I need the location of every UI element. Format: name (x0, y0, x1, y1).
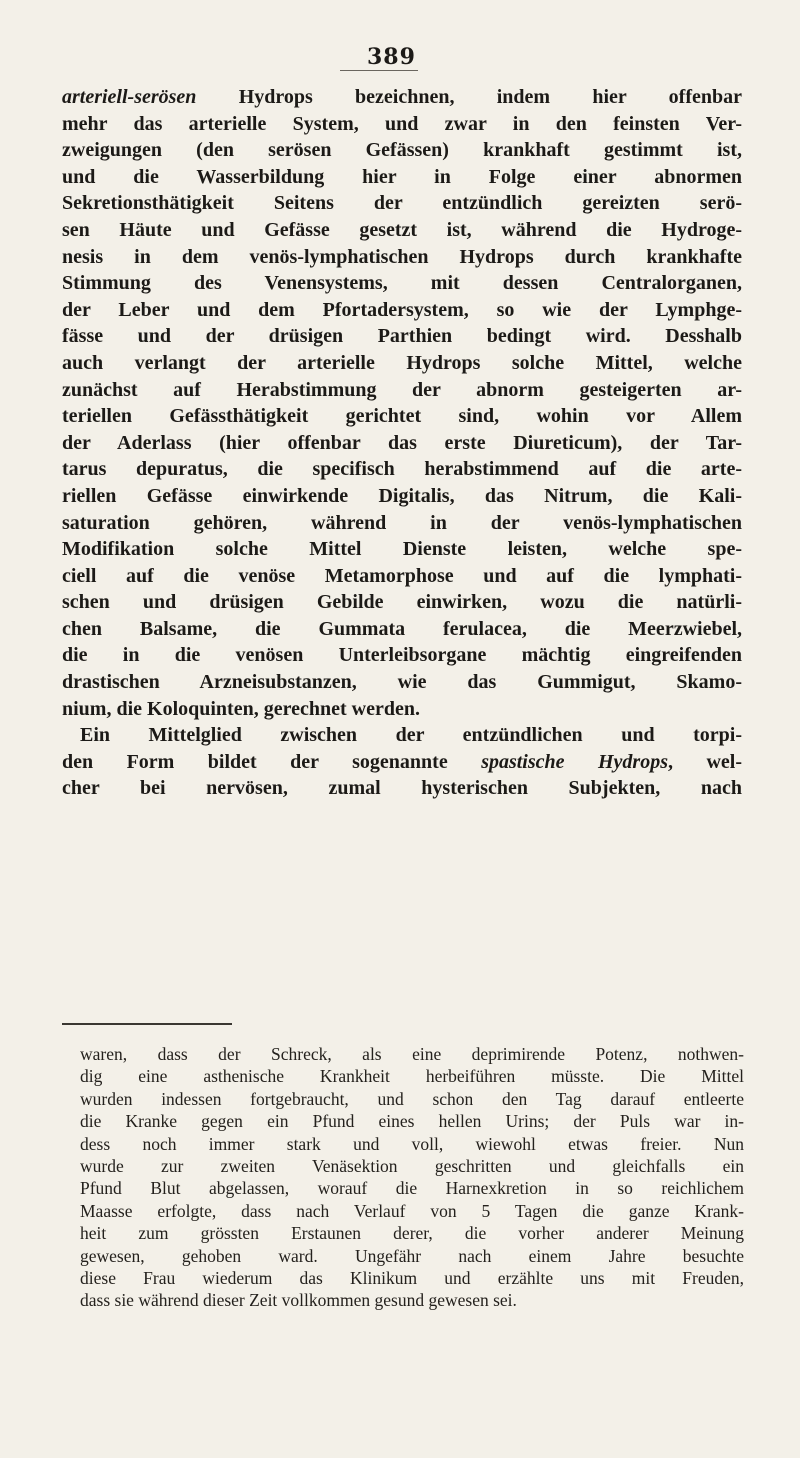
italic-phrase: arteriell-serösen (62, 86, 197, 108)
main-text-line: riellen Gefässe einwirkende Digitalis, das Nitrum, die Kali- (62, 484, 742, 507)
footnote-line: dass sie während dieser Zeit vollkommen gesund gewesen sei. (80, 1290, 517, 1311)
main-text-line: nesis in dem venös-lymphatischen Hydrops durch krankhafte (62, 245, 742, 268)
footnote-line: gewesen, gehoben ward. Ungefähr nach einem Jahre besuchte (80, 1245, 744, 1266)
main-text-line: zweigungen (den serösen Gefässen) krankhaft gestimmt ist, (62, 139, 742, 162)
paragraph-2-line: Ein Mittelglied zwischen der entzündlichen und torpi- (80, 724, 742, 747)
main-text-line: drastischen Arzneisubstanzen, wie das Gummigut, Skamo- (62, 671, 742, 694)
main-text (62, 84, 742, 802)
main-text-line: Modifikation solche Mittel Dienste leisten, welche spe- (62, 538, 742, 561)
footnote-line: dig eine asthenische Krankheit herbeiführen müsste. Die Mittel (80, 1066, 744, 1087)
main-text-line: auch verlangt der arterielle Hydrops solche Mittel, welche (62, 351, 742, 374)
main-text-line: und die Wasserbildung hier in Folge einer abnormen (62, 165, 742, 188)
footnote-line: wurden indessen fortgebraucht, und schon den Tag darauf entleerte (80, 1088, 744, 1109)
footnote (80, 1043, 744, 1312)
main-text-line-1: arteriell-serösen Hydrops bezeichnen, indem hier offenbar (62, 86, 742, 108)
paragraph-2-line: den Form bildet der sogenannte spastische Hydrops, wel- (62, 750, 743, 773)
main-text-line: Sekretionsthätigkeit Seitens der entzündlich gereizten serö- (62, 192, 742, 215)
footnote-line: waren, dass der Schreck, als eine deprimirende Potenz, nothwen- (80, 1044, 744, 1064)
footnote-line: Maasse erfolgte, dass nach Verlauf von 5 Tagen die ganze Krank- (80, 1200, 744, 1221)
main-text-line: der Leber und dem Pfortadersystem, so wie der Lymphge- (62, 298, 742, 321)
main-text-line: Stimmung des Venensystems, mit dessen Centralorganen, (62, 272, 742, 295)
paragraph-2-line: cher bei nervösen, zumal hysterischen Subjekten, nach (62, 777, 742, 800)
footnote-line: wurde zur zweiten Venäsektion geschritten und gleichfalls ein (80, 1156, 744, 1177)
main-text-line: chen Balsame, die Gummata ferulacea, die Meerzwiebel, (62, 617, 742, 640)
footnote-line: dess noch immer stark und voll, wiewohl etwas freier. Nun (80, 1133, 744, 1154)
main-text-line: schen und drüsigen Gebilde einwirken, wozu die natürli- (62, 591, 742, 614)
main-text-line: der Aderlass (hier offenbar das erste Diureticum), der Tar- (62, 431, 742, 454)
main-text-line: sen Häute und Gefässe gesetzt ist, während die Hydroge- (62, 218, 742, 241)
page-number: 389 (367, 44, 416, 70)
footnote-line: diese Frau wiederum das Klinikum und erzählte uns mit Freuden, (80, 1268, 744, 1289)
main-text-line: saturation gehören, während in der venös-lymphatischen (62, 511, 742, 534)
italic-term: spastische Hydrops (481, 750, 668, 773)
footnote-line: die Kranke gegen ein Pfund eines hellen Urins; der Puls war in- (80, 1111, 744, 1132)
page-number-rule (340, 70, 418, 71)
main-text-line: zunächst auf Herabstimmung der abnorm gesteigerten ar- (62, 378, 742, 401)
main-text-line: fässe und der drüsigen Parthien bedingt wird. Desshalb (62, 325, 742, 348)
main-text-line: mehr das arterielle System, und zwar in den feinsten Ver- (62, 112, 742, 135)
main-text-line: ciell auf die venöse Metamorphose und auf die lymphati- (62, 564, 742, 587)
main-text-line: nium, die Koloquinten, gerechnet werden. (62, 697, 420, 720)
footnote-rule (62, 1023, 232, 1025)
footnote-line: Pfund Blut abgelassen, worauf die Harnexkretion in so reichlichem (80, 1178, 744, 1199)
footnote-line: heit zum grössten Erstaunen derer, die vorher anderer Meinung (80, 1223, 744, 1244)
main-text-line: tarus depuratus, die specifisch herabstimmend auf die arte- (62, 458, 742, 481)
main-text-line: teriellen Gefässthätigkeit gerichtet sind, wohin vor Allem (62, 405, 742, 428)
main-text-line: die in die venösen Unterleibsorgane mächtig eingreifenden (62, 644, 742, 667)
